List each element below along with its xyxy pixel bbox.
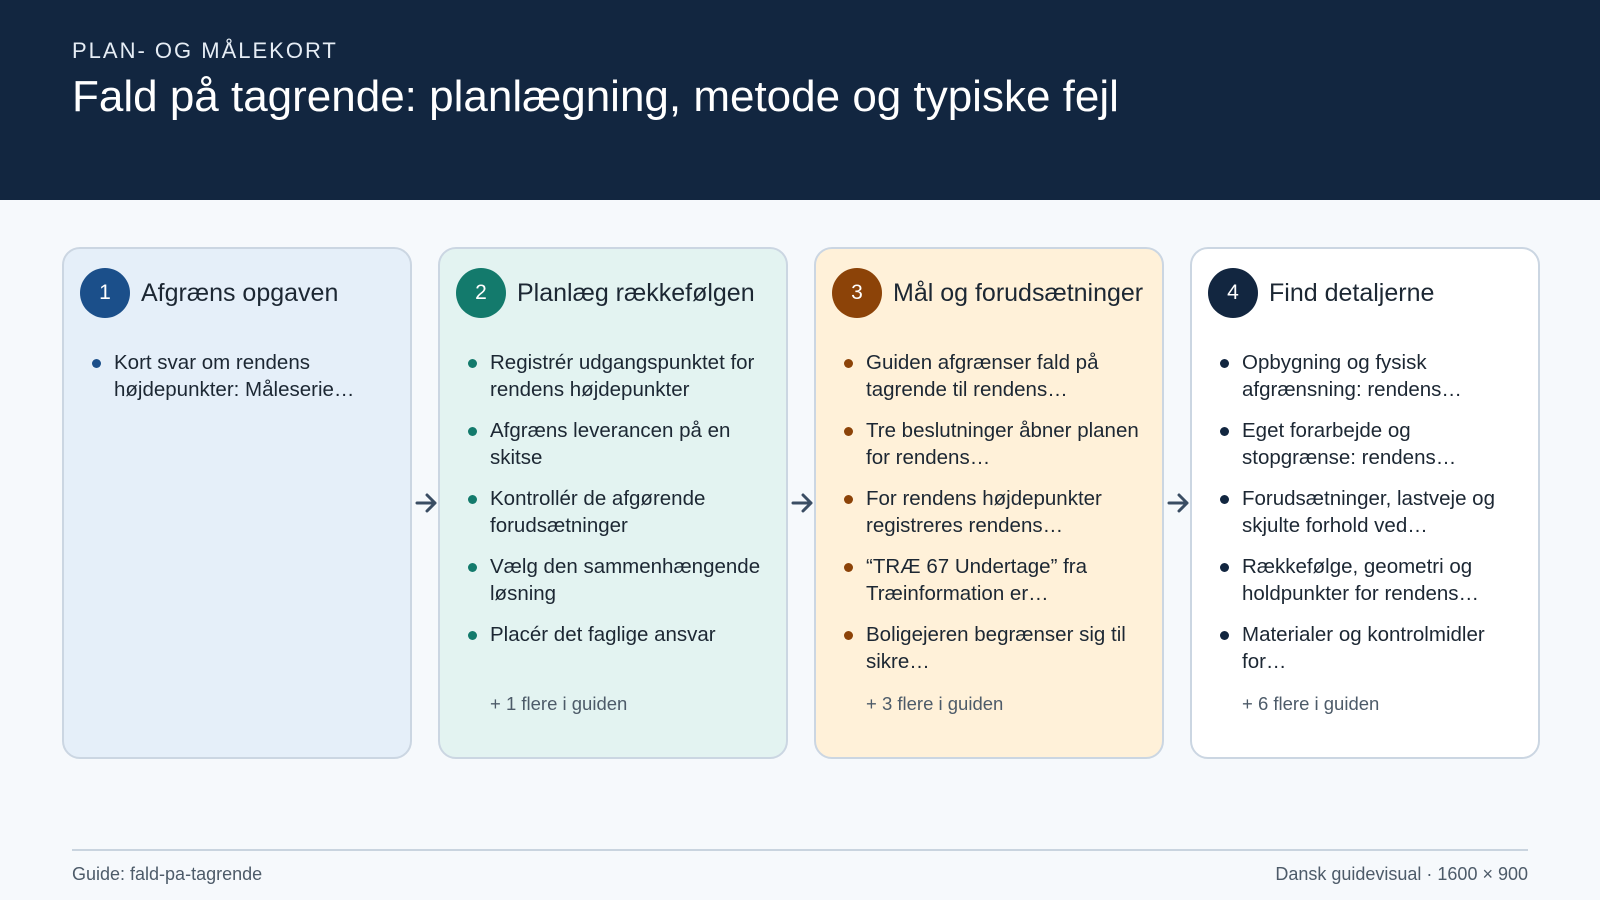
list-item: Eget forarbejde og stopgrænse: rendens…: [1218, 417, 1524, 471]
list-item: Tre beslutninger åbner planen for rendens…: [842, 417, 1148, 471]
arrow-right-icon: [414, 490, 440, 516]
list-item: Guiden afgrænser fald på tagrende til rendens…: [842, 349, 1148, 403]
step-title: Planlæg rækkefølgen: [517, 279, 755, 307]
list-item: Vælg den sammenhængende løsning: [466, 553, 772, 607]
step-title: Find detaljerne: [1269, 279, 1435, 307]
list-item: Kort svar om rendens højdepunkter: Måleserie…: [90, 349, 396, 403]
step-card-2: [438, 247, 788, 759]
list-item: Placér det faglige ansvar: [466, 621, 772, 648]
arrow-right-icon: [1166, 490, 1192, 516]
list-item: Boligejeren begrænser sig til sikre…: [842, 621, 1148, 675]
more-in-guide-note: + 3 flere i guiden: [866, 693, 1004, 714]
list-item: Forudsætninger, lastveje og skjulte forhold ved…: [1218, 485, 1524, 539]
step-item-list: [90, 349, 396, 417]
list-item: “TRÆ 67 Undertage” fra Træinformation er…: [842, 553, 1148, 607]
step-title: Afgræns opgaven: [141, 279, 339, 307]
footer-format-label: Dansk guidevisual · 1600 × 900: [1275, 864, 1528, 884]
step-card-1: [62, 247, 412, 759]
step-item-list: [1218, 349, 1524, 689]
step-item-list: [842, 349, 1148, 689]
step-number-badge: 1: [80, 268, 130, 318]
header: [0, 0, 1600, 200]
page-title: Fald på tagrende: planlægning, metode og typiske fejl: [72, 72, 1119, 121]
step-card-3: [814, 247, 1164, 759]
list-item: Afgræns leverancen på en skitse: [466, 417, 772, 471]
step-number-badge: 3: [832, 268, 882, 318]
list-item: Materialer og kontrolmidler for…: [1218, 621, 1524, 675]
step-item-list: [466, 349, 772, 662]
step-title: Mål og forudsætninger: [893, 279, 1144, 307]
more-in-guide-note: + 6 flere i guiden: [1242, 693, 1380, 714]
more-in-guide-note: + 1 flere i guiden: [490, 693, 628, 714]
step-number-badge: 2: [456, 268, 506, 318]
list-item: Registrér udgangspunktet for rendens højdepunkter: [466, 349, 772, 403]
list-item: Kontrollér de afgørende forudsætninger: [466, 485, 772, 539]
footer-divider: [72, 849, 1528, 851]
list-item: Rækkefølge, geometri og holdpunkter for rendens…: [1218, 553, 1524, 607]
list-item: For rendens højdepunkter registreres rendens…: [842, 485, 1148, 539]
footer-guide-label: Guide: fald-pa-tagrende: [72, 864, 263, 884]
step-number-badge: 4: [1208, 268, 1258, 318]
list-item: Opbygning og fysisk afgrænsning: rendens…: [1218, 349, 1524, 403]
step-card-4: [1190, 247, 1540, 759]
arrow-right-icon: [790, 490, 816, 516]
eyebrow-label: PLAN- OG MÅLEKORT: [72, 38, 338, 63]
